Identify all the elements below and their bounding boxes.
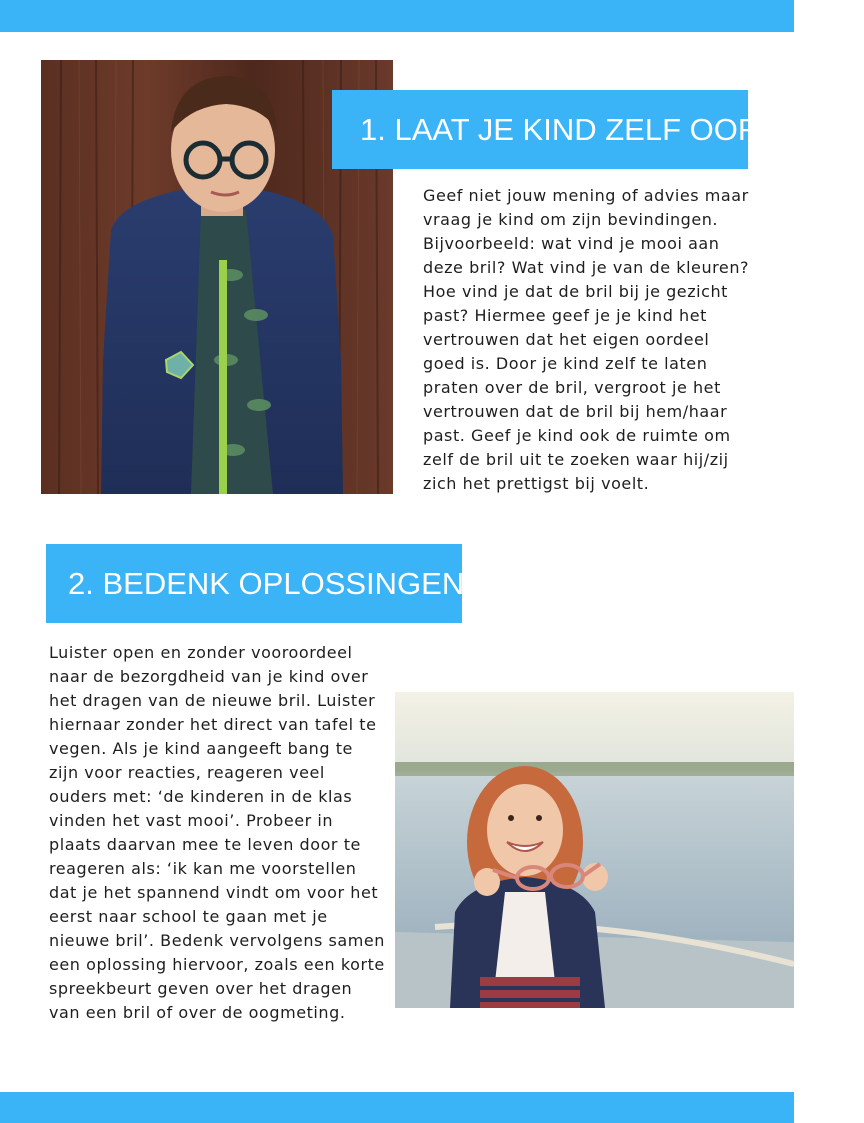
section-1-heading: 1. LAAT JE KIND ZELF OORDELEN [332,90,748,169]
section-2-heading: 2. BEDENK OPLOSSINGEN SAMEN [46,544,462,623]
girl-with-glasses-illustration [395,692,794,1008]
section-1-body: Geef niet jouw mening of advies maar vraag je kind om zijn bevindingen. Bijvoorbeeld: wat vind je mooi aan deze bril? Wat vind je van de kleuren? Hoe vind je dat de bril bij je gezicht past? Hiermee geef je je kind het vertrouwen dat het eigen oordeel goed is. Door je kind zelf te laten praten over de bril, vergroot je het vertrouwen dat de bril bij hem/haar past. Geef je kind ook de ruimte om zelf de bril uit te zoeken waar hij/zij zich het prettigst bij voelt. [423,186,750,493]
bottom-accent-bar [0,1092,794,1123]
girl-with-glasses-photo [395,692,794,1008]
top-accent-bar [0,0,794,32]
section-2-body: Luister open en zonder vooroordeel naar de bezorgdheid van je kind over het dragen van de nieuwe bril. Luister hiernaar zonder het direct van tafel te vegen. Als je kind aangeeft bang te zijn voor reacties, reageren veel ouders met: ‘de kinderen in de klas vinden het vast mooi’. Probeer in plaats daarvan mee te leven door te reageren als: ‘ik kan me voorstellen dat je het spannend vindt om voor het eerst naar school te gaan met je nieuwe bril’. Bedenk vervolgens samen een oplossing hiervoor, zoals een korte spreekbeurt geven over het dragen van een bril of over de oogmeting. [49,643,385,1022]
